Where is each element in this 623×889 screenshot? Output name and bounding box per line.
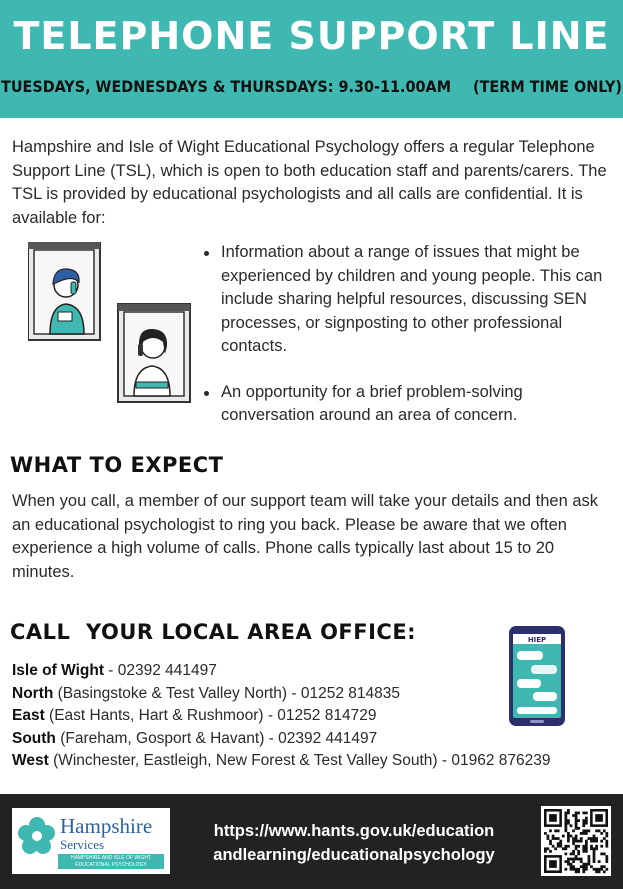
list-item: An opportunity for a brief problem-solving conversation around an area of concern. (200, 381, 612, 428)
intro-paragraph: Hampshire and Isle of Wight Educational Psychology offers a regular Telephone Support Line (TSL), which is open to both education staff and parents/carers. The TSL is provided by educational psychologists and all calls are confidential. It is available for: (12, 138, 607, 227)
logo-tagline-line1: HAMPSHIRE AND ISLE OF WIGHT (70, 855, 151, 861)
office-west (12, 750, 623, 773)
office-area: South (12, 729, 56, 747)
header-banner (0, 0, 623, 118)
office-area: North (12, 684, 54, 702)
what-to-expect-heading: WHAT TO EXPECT (10, 453, 224, 477)
office-area: East (12, 707, 45, 724)
website-link-line1[interactable]: https://www.hants.gov.uk/education (213, 822, 495, 840)
office-detail: (Fareham, Gosport & Havant) - 02392 441497 (55, 729, 378, 747)
office-detail: - 02392 441497 (104, 662, 217, 679)
schedule-line (0, 77, 623, 96)
people-on-phones-illustration (28, 242, 198, 407)
page-title: TELEPHONE SUPPORT LINE (13, 14, 610, 58)
office-area: West (12, 752, 49, 769)
term-note: (TERM TIME ONLY) (473, 77, 622, 96)
hampshire-flower-logo (17, 816, 57, 856)
qr-code[interactable] (541, 806, 611, 876)
call-office-heading: CALL YOUR LOCAL AREA OFFICE: (10, 620, 417, 644)
office-detail: (Basingstoke & Test Valley North) - 01252 814835 (53, 684, 400, 702)
logo-tagline (58, 854, 164, 869)
schedule-days: TUESDAYS, WEDNESDAYS & THURSDAYS: 9.30-11.00AM (1, 77, 452, 96)
logo-tagline-line2: EDUCATIONAL PSYCHOLOGY (75, 862, 147, 868)
office-area: Isle of Wight (12, 662, 104, 679)
office-south (12, 728, 623, 751)
list-item: Information about a range of issues that might be experienced by children and young people. This can include sharing helpful resources, discussing SEN processes, or signposting to other professional contacts. (200, 241, 612, 359)
logo-name: Hampshire (60, 814, 153, 838)
what-to-expect-text: When you call, a member of our support team will take your details and then ask an educational psychologist to ring you back. Please be aware that we often experience a high volume of calls. Phone calls typically last about 15 to 20 minutes. (12, 492, 599, 581)
logo-sub: Services (60, 837, 105, 852)
smartphone-chat-icon (508, 625, 566, 727)
website-link-line2[interactable]: andlearning/educationalpsychology (213, 846, 495, 864)
availability-list (200, 241, 612, 428)
website-link[interactable] (185, 819, 523, 867)
office-detail: (East Hants, Hart & Rushmoor) - 01252 814729 (44, 707, 377, 724)
office-detail: (Winchester, Eastleigh, New Forest & Test Valley South) - 01962 876239 (48, 752, 551, 769)
phone-label: HIEP (527, 636, 547, 644)
hampshire-services-logo (12, 808, 170, 874)
